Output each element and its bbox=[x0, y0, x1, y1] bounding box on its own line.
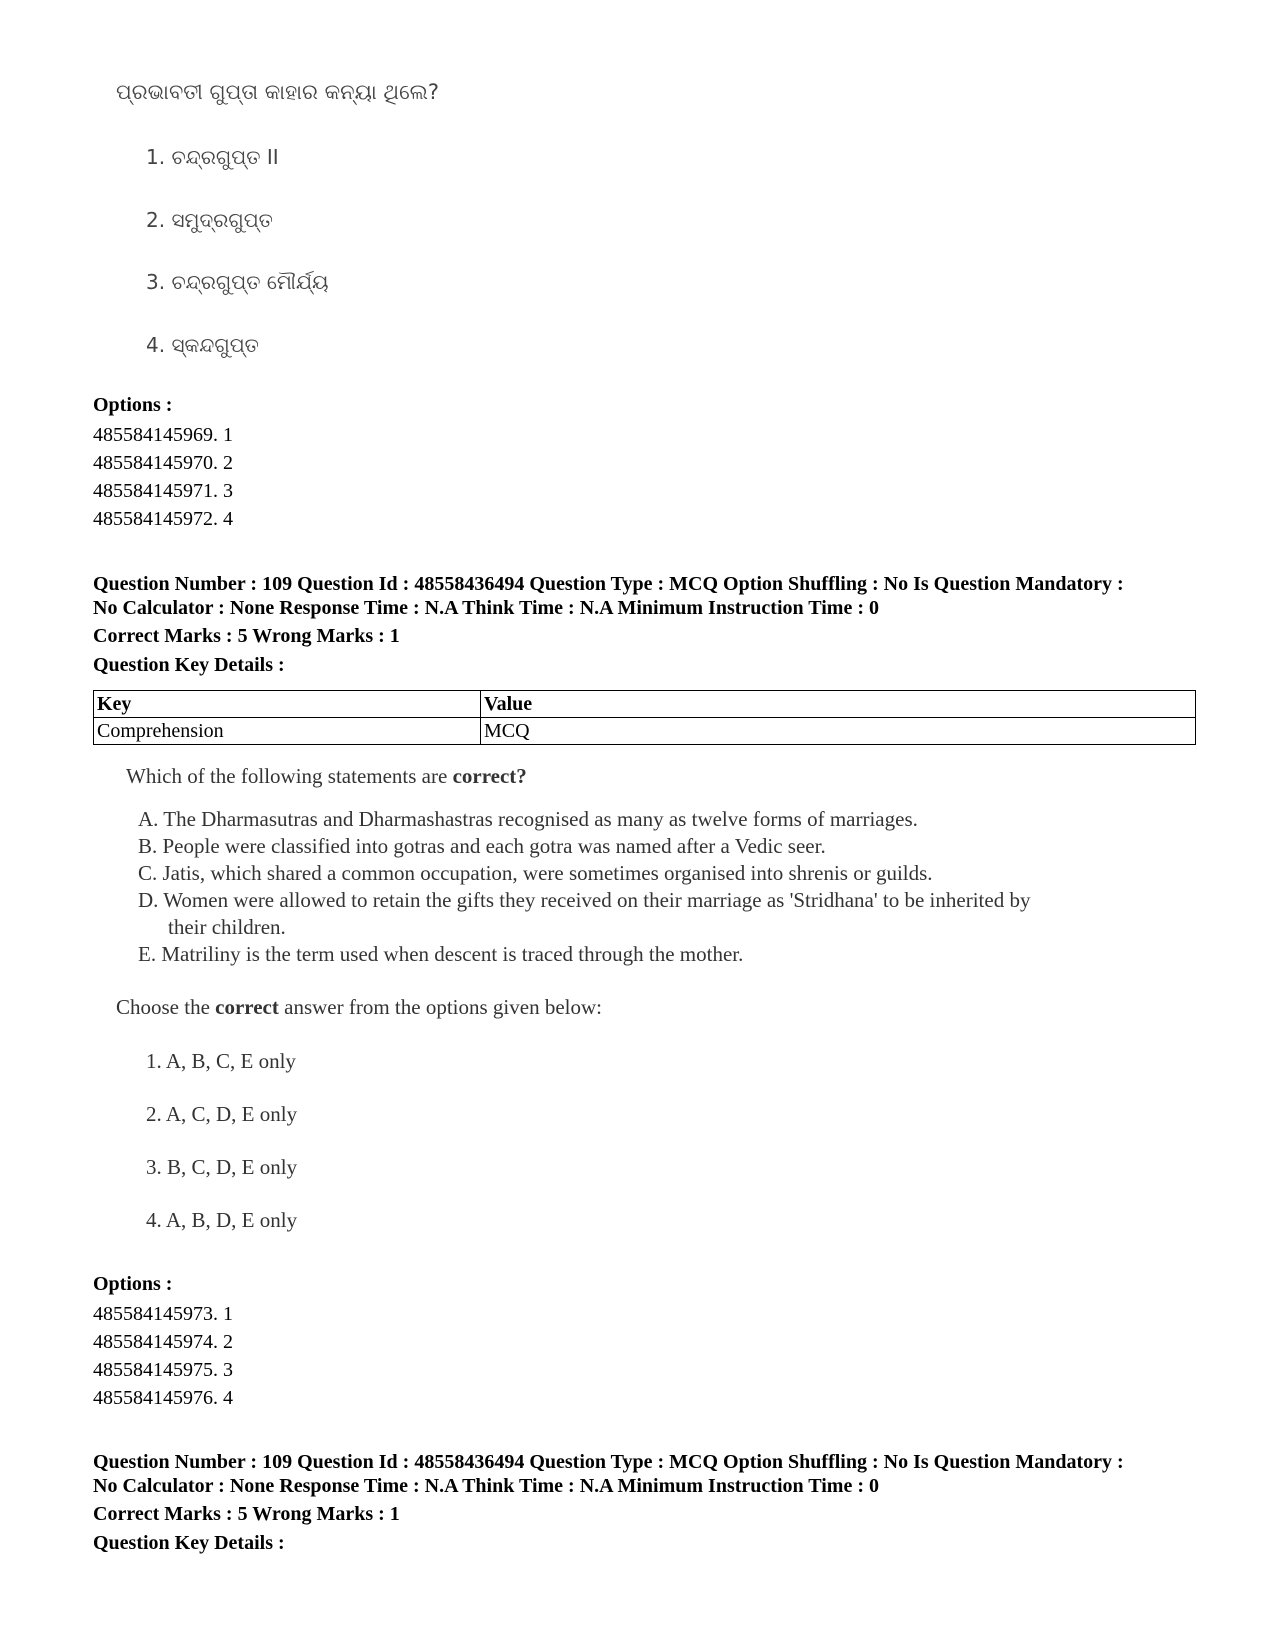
option-item: 485584145975. 3 bbox=[93, 1359, 233, 1381]
table-header-row bbox=[94, 691, 1196, 718]
key-details-label: Question Key Details : bbox=[93, 1532, 285, 1554]
statement-e: E. Matriliny is the term used when descent is traced through the mother. bbox=[138, 942, 744, 966]
odia-choice-3: 3. ଚନ୍ଦ୍ରଗୁପ୍ତ ମୌର୍ଯ୍ୟ bbox=[146, 270, 329, 294]
option-list bbox=[93, 1300, 233, 1412]
statement-b: B. People were classified into gotras and each gotra was named after a Vedic seer. bbox=[138, 834, 826, 858]
option-item: 485584145976. 4 bbox=[93, 1387, 233, 1409]
marks-line: Correct Marks : 5 Wrong Marks : 1 bbox=[93, 625, 400, 647]
option-item: 485584145973. 1 bbox=[93, 1303, 233, 1325]
choice-1: 1. A, B, C, E only bbox=[146, 1049, 296, 1073]
option-item: 485584145974. 2 bbox=[93, 1331, 233, 1353]
table-cell-key: Comprehension bbox=[94, 718, 481, 745]
statement-a: A. The Dharmasutras and Dharmashastras recognised as many as twelve forms of marriages. bbox=[138, 807, 918, 831]
odia-choice-1: 1. ଚନ୍ଦ୍ରଗୁପ୍ତ II bbox=[146, 145, 279, 169]
choice-2: 2. A, C, D, E only bbox=[146, 1102, 298, 1126]
choose-prefix: Choose the bbox=[116, 995, 216, 1019]
statement-list bbox=[138, 806, 1030, 968]
question-text-prefix: Which of the following statements are bbox=[126, 764, 453, 788]
question-text bbox=[126, 764, 527, 789]
question-meta-line-2: No Calculator : None Response Time : N.A Think Time : N.A Minimum Instruction Time : 0 bbox=[93, 597, 879, 619]
option-item: 485584145969. 1 bbox=[93, 424, 233, 446]
table-header-value: Value bbox=[481, 691, 1196, 718]
table-row bbox=[94, 718, 1196, 745]
choose-bold: correct bbox=[215, 995, 279, 1019]
marks-line: Correct Marks : 5 Wrong Marks : 1 bbox=[93, 1503, 400, 1525]
choice-4: 4. A, B, D, E only bbox=[146, 1208, 298, 1232]
table-header-key: Key bbox=[94, 691, 481, 718]
table-cell-value: MCQ bbox=[481, 718, 1196, 745]
odia-question-text: ପ୍ରଭାବତୀ ଗୁପ୍ତା କାହାର କନ୍ୟା ଥିଲେ? bbox=[116, 80, 440, 104]
key-details-table bbox=[93, 690, 1196, 745]
odia-choice-4: 4. ସ୍କନ୍ଦଗୁପ୍ତ bbox=[146, 333, 259, 357]
key-details-label: Question Key Details : bbox=[93, 654, 285, 676]
question-text-bold: correct? bbox=[452, 764, 527, 788]
question-meta-line-1: Question Number : 109 Question Id : 48558436494 Question Type : MCQ Option Shuffling : No Is Question Mandatory : bbox=[93, 1451, 1124, 1473]
choice-3: 3. B, C, D, E only bbox=[146, 1155, 298, 1179]
question-meta bbox=[93, 1450, 1124, 1498]
odia-choice-2: 2. ସମୁଦ୍ରଗୁପ୍ତ bbox=[146, 208, 273, 232]
statement-c: C. Jatis, which shared a common occupation, were sometimes organised into shrenis or guilds. bbox=[138, 861, 933, 885]
question-meta-line-2: No Calculator : None Response Time : N.A Think Time : N.A Minimum Instruction Time : 0 bbox=[93, 1475, 879, 1497]
option-item: 485584145971. 3 bbox=[93, 480, 233, 502]
choose-instruction bbox=[116, 995, 602, 1020]
question-meta-line-1: Question Number : 109 Question Id : 48558436494 Question Type : MCQ Option Shuffling : No Is Question Mandatory : bbox=[93, 573, 1124, 595]
choose-suffix: answer from the options given below: bbox=[278, 995, 602, 1019]
option-item: 485584145970. 2 bbox=[93, 452, 233, 474]
options-label: Options : bbox=[93, 394, 173, 416]
options-label: Options : bbox=[93, 1273, 173, 1295]
statement-d: D. Women were allowed to retain the gifts they received on their marriage as 'Stridhana' to be inherited by bbox=[138, 888, 1031, 912]
option-item: 485584145972. 4 bbox=[93, 508, 233, 530]
statement-d-continued: their children. bbox=[168, 915, 286, 939]
option-list bbox=[93, 421, 233, 533]
question-meta bbox=[93, 572, 1124, 620]
